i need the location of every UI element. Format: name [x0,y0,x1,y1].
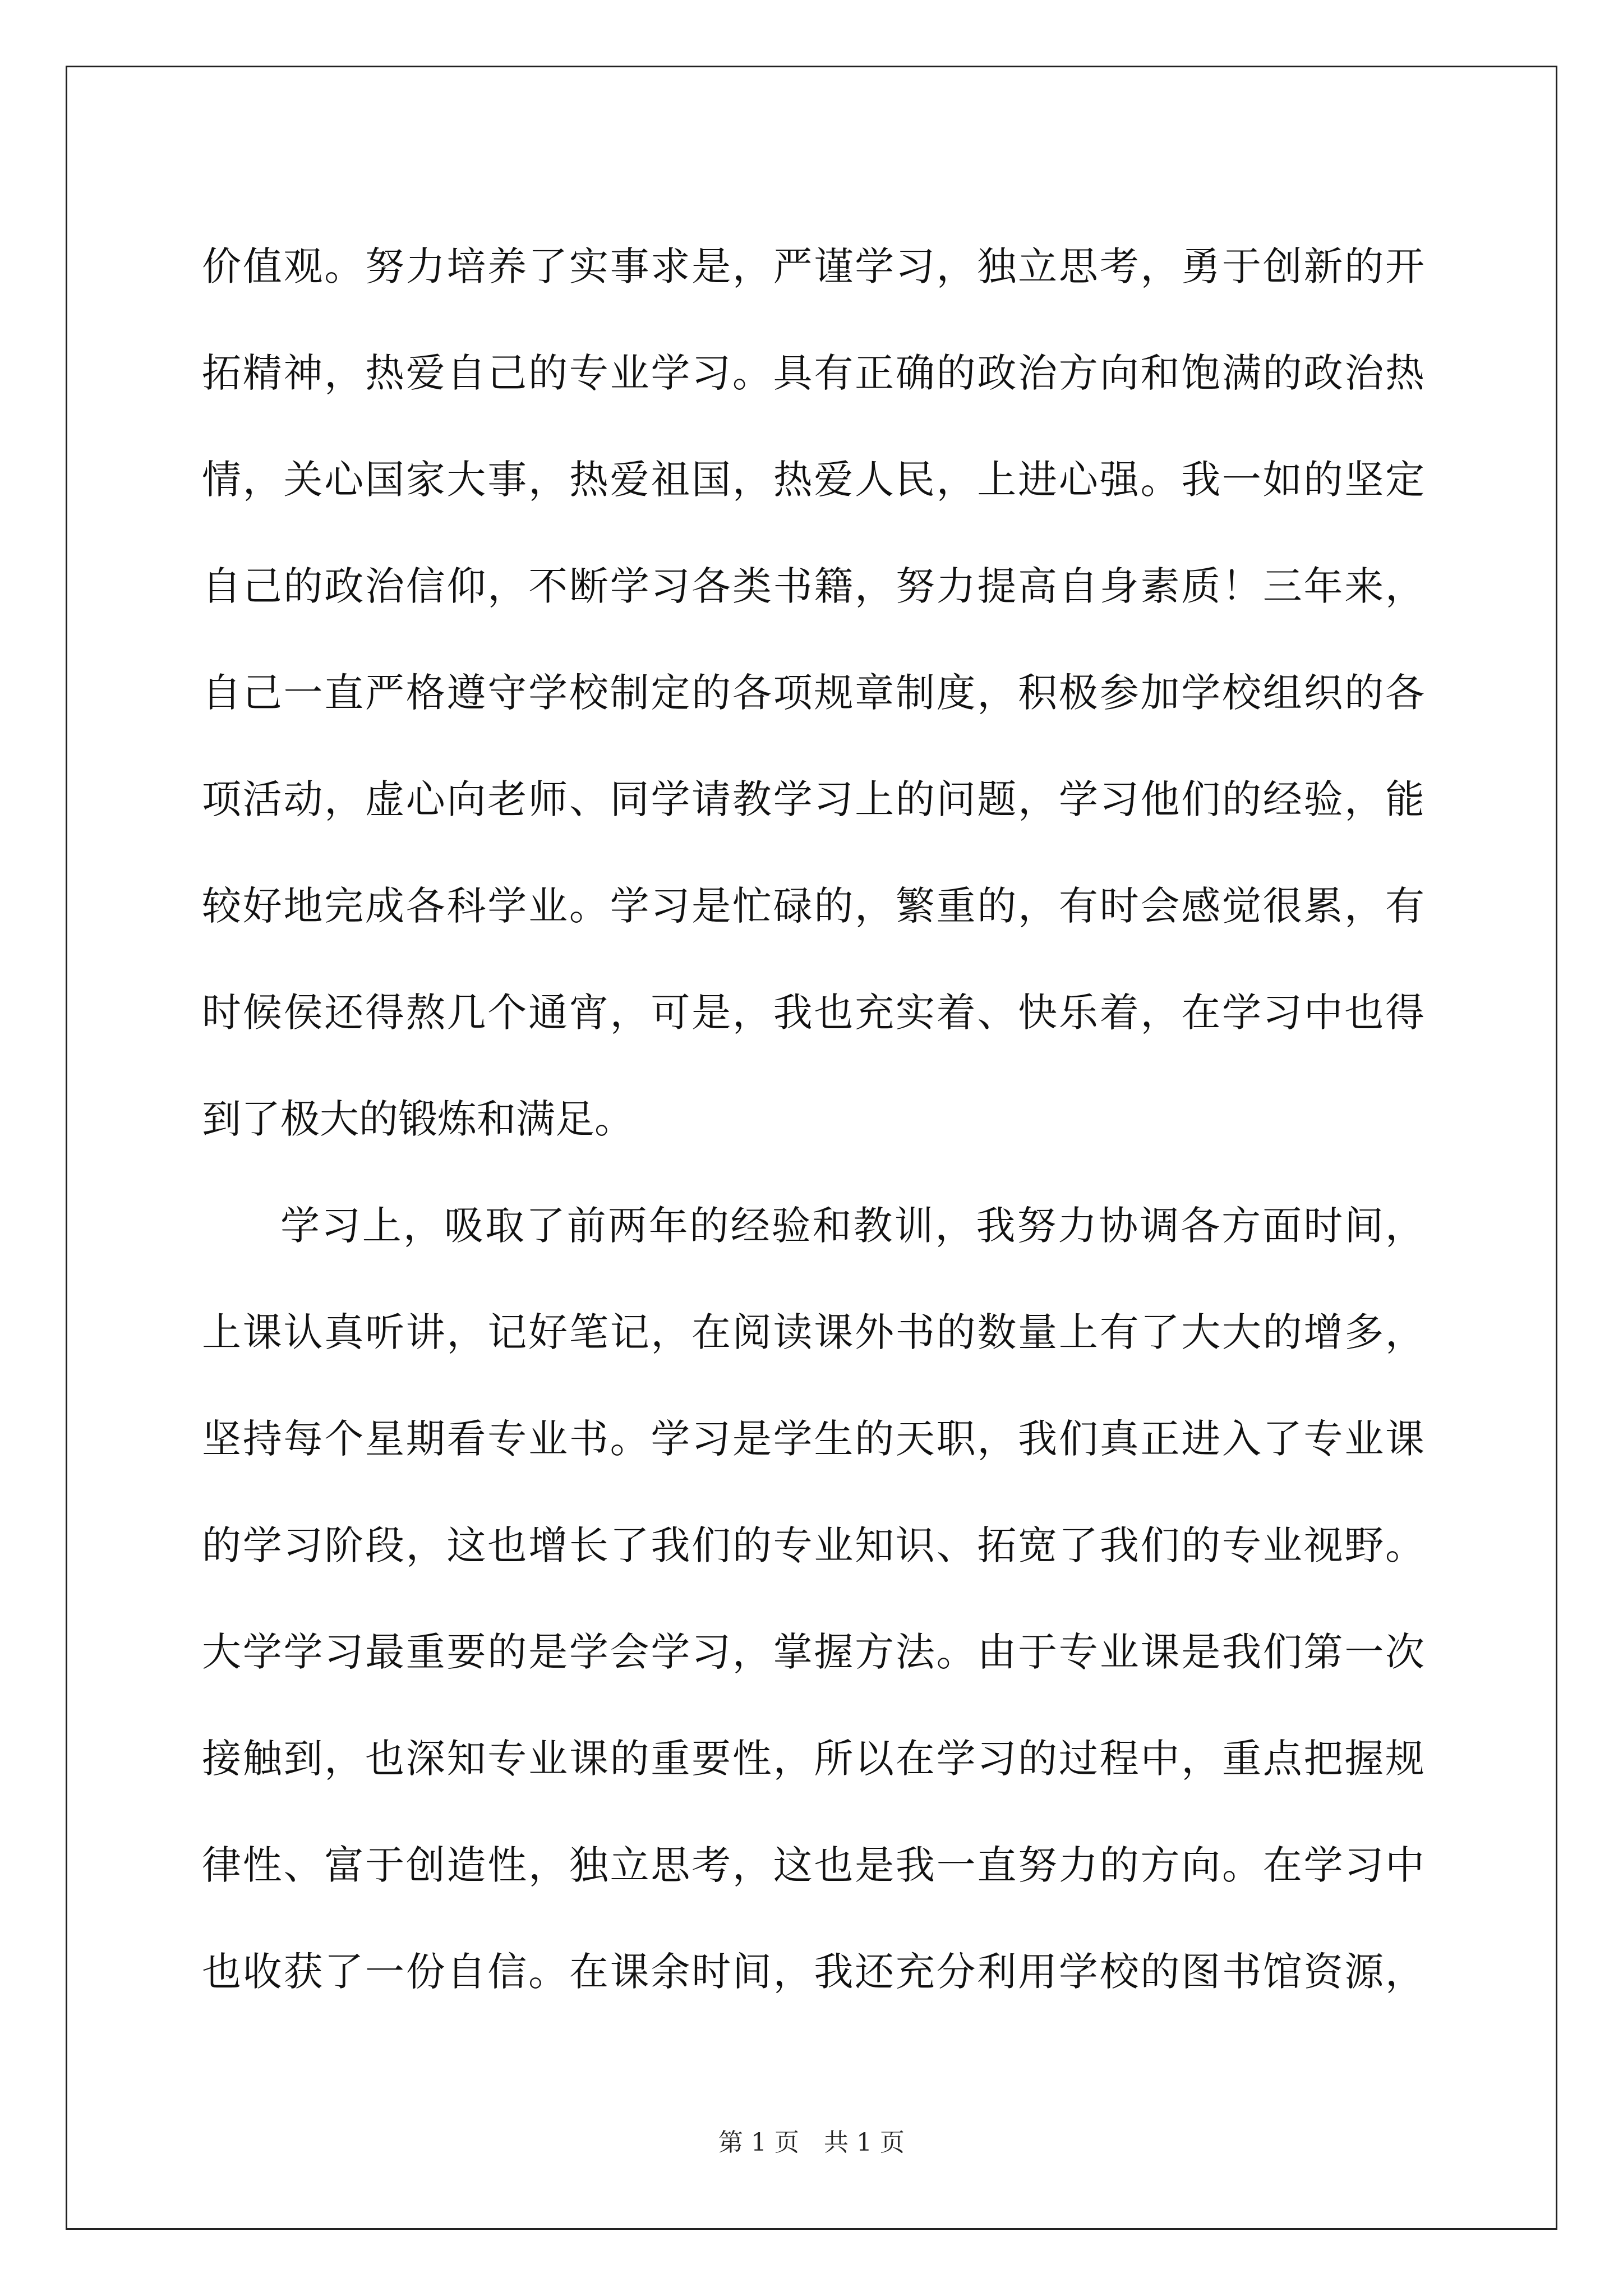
body-line-9: 到了极大的锻炼和满足。 [202,1096,634,1142]
body-line-5: 自己一直严格遵守学校制定的各项规章制度，积极参加学校组织的各 [202,670,1424,716]
body-line-17: 也收获了一份自信。在课余时间，我还充分利用学校的图书馆资源， [202,1949,1424,1995]
body-line-3: 情，关心国家大事，热爱祖国，热爱人民，上进心强。我一如的坚定 [202,457,1424,503]
body-line-8: 时候侯还得熬几个通宵，可是，我也充实着、快乐着，在学习中也得 [202,990,1424,1036]
body-line-15: 接触到，也深知专业课的重要性，所以在学习的过程中，重点把握规 [202,1736,1424,1782]
body-line-14: 大学学习最重要的是学会学习，掌握方法。由于专业课是我们第一次 [202,1629,1424,1675]
body-line-11: 上课认真听讲，记好笔记，在阅读课外书的数量上有了大大的增多， [202,1309,1424,1355]
body-line-10: 学习上，吸取了前两年的经验和教训，我努力协调各方面时间， [280,1203,1424,1249]
body-line-2: 拓精神，热爱自己的专业学习。具有正确的政治方向和饱满的政治热 [202,350,1424,396]
body-line-13: 的学习阶段，这也增长了我们的专业知识、拓宽了我们的专业视野。 [202,1522,1424,1568]
page-footer: 第 1 页 共 1 页 [718,2128,905,2157]
document-body [202,213,1424,2025]
body-line-6: 项活动，虚心向老师、同学请教学习上的问题，学习他们的经验，能 [202,776,1424,822]
body-line-7: 较好地完成各科学业。学习是忙碌的，繁重的，有时会感觉很累，有 [202,883,1424,929]
body-line-1: 价值观。努力培养了实事求是，严谨学习，独立思考，勇于创新的开 [202,243,1424,289]
body-line-16: 律性、富于创造性，独立思考，这也是我一直努力的方向。在学习中 [202,1842,1424,1888]
body-line-4: 自己的政治信仰，不断学习各类书籍，努力提高自身素质！三年来， [202,563,1424,609]
body-line-12: 坚持每个星期看专业书。学习是学生的天职，我们真正进入了专业课 [202,1416,1424,1462]
